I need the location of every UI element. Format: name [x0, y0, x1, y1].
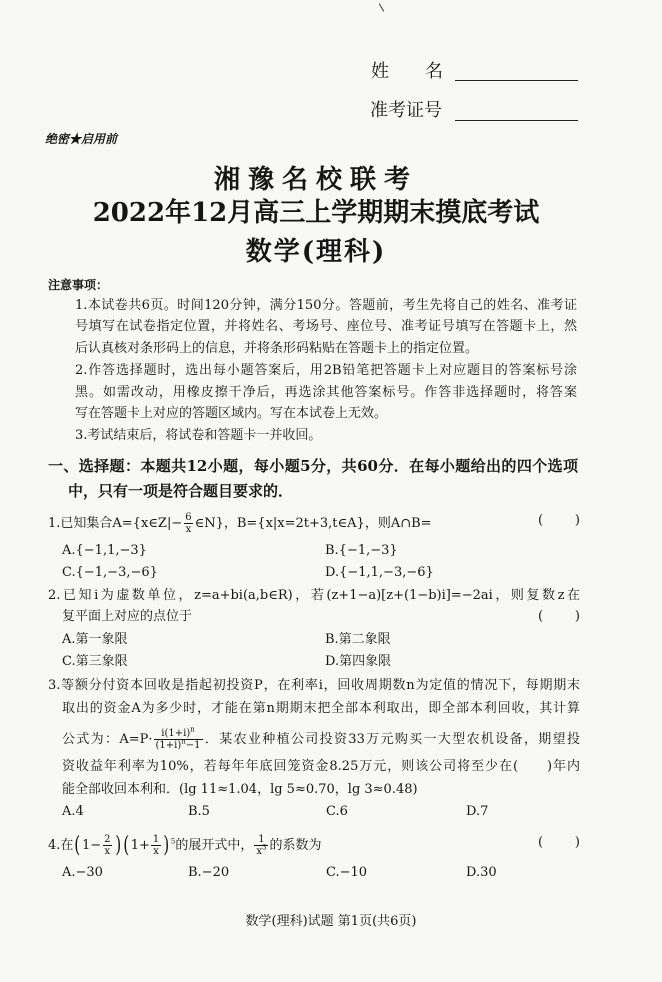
q4-fraction-2 [151, 834, 161, 857]
q2-option-a: A.第一象限 [62, 632, 128, 647]
exam-title-line2: 2022年12月高三上学期期末摸底考试 [92, 198, 540, 228]
q1-stem-pre: 1.已知集合A={x∈Z|− [48, 516, 183, 531]
q3-stem-line-2: 取出的资金A为多少时，才能在第n期期末把全部本利取出，即全部本利回收，其计算 [62, 701, 580, 716]
q3-option-c: C.6 [326, 804, 348, 819]
q1-frac-den: x [185, 524, 192, 535]
q2-option-d: D.第四象限 [325, 654, 392, 669]
q2-answer-blank: ( ) [538, 609, 580, 624]
q3-formula-denominator [154, 739, 203, 751]
q1-frac-num: 6 [185, 512, 192, 523]
q1-stem [48, 512, 432, 535]
notice-item-1-line-3: 后认真核对条形码上的信息，并将条形码粘贴在答题卡上的指定位置。 [75, 341, 479, 356]
q3-den-base: (1+i) [155, 740, 182, 751]
q4-f1-pre: 1− [82, 838, 102, 853]
secret-label: 绝密★启用前 [45, 132, 118, 146]
q4-exponent: 5 [170, 837, 176, 846]
q4-f2-pre: 1+ [130, 838, 150, 853]
q3-num-exp: n [190, 725, 195, 734]
q3-formula-pre: 公式为：A=P· [62, 732, 153, 747]
exam-title-line3: 数学(理科) [245, 237, 387, 267]
exam-title-line1: 湘豫名校联考 [213, 165, 418, 195]
q4-tail: 的系数为 [269, 838, 322, 853]
q4-f1-den: x [104, 846, 111, 857]
q2-stem-line-1: 2.已知i为虚数单位，z=a+bi(a,b∈R)，若(z+1−a)[z+(1−b)i]=−2ai，则复数z在 [48, 588, 580, 603]
notice-item-2-line-3: 写在答题卡上对应的答题区域内。写在本试卷上无效。 [75, 406, 388, 421]
q1-answer-blank: ( ) [538, 513, 580, 528]
q1-option-b: B.{−1,−3} [325, 543, 398, 558]
q4-option-b: B.−20 [188, 865, 230, 880]
q3-formula-numerator [159, 725, 196, 739]
q1-option-a: A.{−1,1,−3} [62, 543, 147, 558]
q2-option-b: B.第二象限 [325, 632, 391, 647]
q4-f3-den-base: x [256, 846, 262, 857]
page-footer: 数学(理科)试题 第1页(共6页) [245, 914, 417, 929]
q4-paren-open-1: ( [74, 832, 81, 858]
q3-formula-post: ．某农业种植公司投资33万元购买一大型农机设备，期望投 [203, 732, 580, 747]
name-label: 姓 名 [371, 61, 443, 82]
q1-option-c: C.{−1,−3,−6} [62, 565, 158, 580]
exam-id-label: 准考证号 [370, 100, 442, 121]
q1-fraction [183, 512, 193, 535]
notice-heading: 注意事项： [48, 278, 109, 292]
q3-num-base: i(1+i) [161, 728, 191, 739]
notice-item-1-line-2: 号填写在试卷指定位置，并将姓名、考场号、座位号、准考证号填写在答题卡上，然 [75, 319, 577, 334]
notice-item-2-line-1: 2.作答选择题时，选出每小题答案后，用2B铅笔把答题卡上对应题目的答案标号涂 [75, 363, 577, 378]
q3-tail-line-2: 能全部收回本利和．(lg 11≈1.04，lg 5≈0.70，lg 3≈0.48) [62, 782, 418, 797]
q3-den-exp: n [181, 737, 186, 746]
q4-f1-num: 2 [104, 834, 111, 845]
q4-f3-num: 1 [258, 834, 265, 845]
q4-stem [48, 832, 322, 858]
q3-tail-line-1: 资收益年利率为10%，若每年年底回笼资金8.25万元，则该公司将至少在( )年内 [62, 759, 580, 774]
section-heading-line-1: 一、选择题：本题共12小题，每小题5分，共60分．在每小题给出的四个选项 [48, 457, 578, 475]
q4-fraction-3 [254, 834, 268, 857]
q2-option-c: C.第三象限 [62, 654, 128, 669]
q4-option-d: D.30 [466, 865, 497, 880]
q4-f2-den: x [153, 846, 159, 857]
q3-formula-fraction [154, 725, 203, 751]
q4-paren-close-1: ) [114, 832, 121, 858]
q4-option-c: C.−10 [326, 865, 368, 880]
q4-mid: 的展开式中， [175, 838, 254, 853]
q3-stem-line-1: 3.等额分付资本回收是指起初投资P，在利率i，回收周期数n为定值的情况下，每期期末 [48, 678, 580, 693]
q3-formula-line [62, 725, 580, 751]
q4-f3-den [254, 845, 268, 857]
q3-den-tail: −1 [185, 740, 201, 751]
q4-option-a: A.−30 [62, 865, 103, 880]
notice-item-2-line-2: 黑。如需改动，用橡皮擦干净后，再选涂其他答案标号。作答非选择题时，将答案 [75, 385, 577, 400]
q4-f3-den-exp: 3 [262, 843, 267, 852]
scan-mark [379, 3, 384, 11]
exam-id-underline [455, 120, 578, 121]
q4-paren-open-2: ( [123, 832, 130, 858]
name-underline [455, 80, 578, 81]
notice-item-3-line-1: 3.考试结束后，将试卷和答题卡一并收回。 [75, 428, 322, 443]
q4-lead: 4.在 [48, 838, 74, 853]
q4-answer-blank: ( ) [538, 835, 580, 850]
q2-stem-line-2: 复平面上对应的点位于 [62, 609, 193, 624]
q1-option-d: D.{−1,1,−3,−6} [325, 565, 434, 580]
notice-item-1-line-1: 1.本试卷共6页。时间120分钟，满分150分。答题前，考生先将自己的姓名、准考证 [75, 298, 577, 313]
q1-stem-post: ∈N}，B={x|x=2t+3,t∈A}，则A∩B= [194, 516, 432, 531]
q4-fraction-1 [102, 834, 112, 857]
q3-option-d: D.7 [466, 804, 489, 819]
q4-f2-num: 1 [152, 834, 160, 845]
section-heading-line-2: 中，只有一项是符合题目要求的． [68, 482, 294, 500]
q4-paren-close-2: ) [163, 832, 170, 858]
q3-option-b: B.5 [188, 804, 210, 819]
q3-option-a: A.4 [62, 804, 84, 819]
